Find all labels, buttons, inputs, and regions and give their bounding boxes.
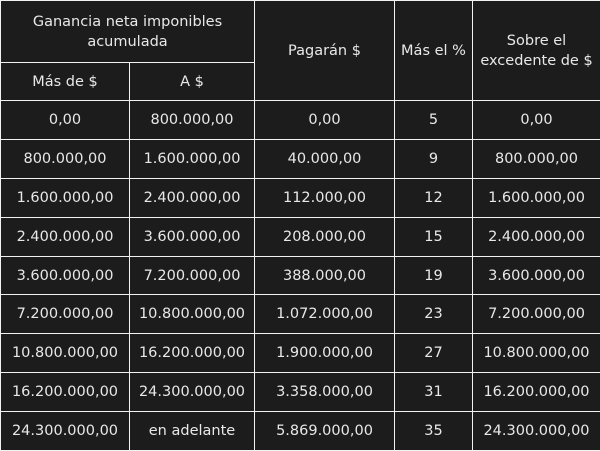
cell-to: 16.200.000,00 [130, 334, 255, 373]
header-from: Más de $ [1, 63, 130, 101]
table-row [1, 101, 600, 140]
header-taxable-income: Ganancia neta imponibles acumulada [1, 1, 255, 63]
table-row [1, 178, 600, 217]
table-row [1, 217, 600, 256]
table-row [1, 412, 600, 451]
cell-from: 1.600.000,00 [1, 178, 130, 217]
table-row [1, 139, 600, 178]
cell-percent: 12 [395, 178, 473, 217]
cell-excess: 800.000,00 [473, 139, 600, 178]
cell-pay: 5.869.000,00 [255, 412, 395, 451]
cell-to: 1.600.000,00 [130, 139, 255, 178]
cell-pay: 1.072.000,00 [255, 295, 395, 334]
cell-pay: 112.000,00 [255, 178, 395, 217]
cell-excess: 3.600.000,00 [473, 256, 600, 295]
table-header [1, 1, 600, 101]
header-to: A $ [130, 63, 255, 101]
cell-excess: 0,00 [473, 101, 600, 140]
header-pay: Pagarán $ [255, 1, 395, 101]
cell-excess: 2.400.000,00 [473, 217, 600, 256]
cell-excess: 10.800.000,00 [473, 334, 600, 373]
cell-from: 2.400.000,00 [1, 217, 130, 256]
cell-pay: 388.000,00 [255, 256, 395, 295]
cell-to: 7.200.000,00 [130, 256, 255, 295]
cell-excess: 24.300.000,00 [473, 412, 600, 451]
cell-percent: 15 [395, 217, 473, 256]
cell-to: 800.000,00 [130, 101, 255, 140]
table-row [1, 334, 600, 373]
cell-from: 24.300.000,00 [1, 412, 130, 451]
cell-pay: 208.000,00 [255, 217, 395, 256]
cell-excess: 7.200.000,00 [473, 295, 600, 334]
cell-from: 0,00 [1, 101, 130, 140]
header-excess: Sobre el excedente de $ [473, 1, 600, 101]
table-body [1, 101, 600, 451]
cell-from: 16.200.000,00 [1, 373, 130, 412]
cell-from: 3.600.000,00 [1, 256, 130, 295]
cell-excess: 16.200.000,00 [473, 373, 600, 412]
cell-percent: 23 [395, 295, 473, 334]
cell-to: 24.300.000,00 [130, 373, 255, 412]
cell-pay: 0,00 [255, 101, 395, 140]
cell-pay: 1.900.000,00 [255, 334, 395, 373]
cell-percent: 35 [395, 412, 473, 451]
cell-to: 2.400.000,00 [130, 178, 255, 217]
cell-to: en adelante [130, 412, 255, 451]
cell-from: 10.800.000,00 [1, 334, 130, 373]
cell-percent: 31 [395, 373, 473, 412]
cell-to: 3.600.000,00 [130, 217, 255, 256]
cell-excess: 1.600.000,00 [473, 178, 600, 217]
cell-percent: 5 [395, 101, 473, 140]
cell-percent: 9 [395, 139, 473, 178]
cell-from: 800.000,00 [1, 139, 130, 178]
table-row [1, 373, 600, 412]
cell-percent: 19 [395, 256, 473, 295]
table-row [1, 256, 600, 295]
header-percent: Más el % [395, 1, 473, 101]
cell-from: 7.200.000,00 [1, 295, 130, 334]
cell-pay: 3.358.000,00 [255, 373, 395, 412]
cell-pay: 40.000,00 [255, 139, 395, 178]
table-row [1, 295, 600, 334]
cell-percent: 27 [395, 334, 473, 373]
cell-to: 10.800.000,00 [130, 295, 255, 334]
